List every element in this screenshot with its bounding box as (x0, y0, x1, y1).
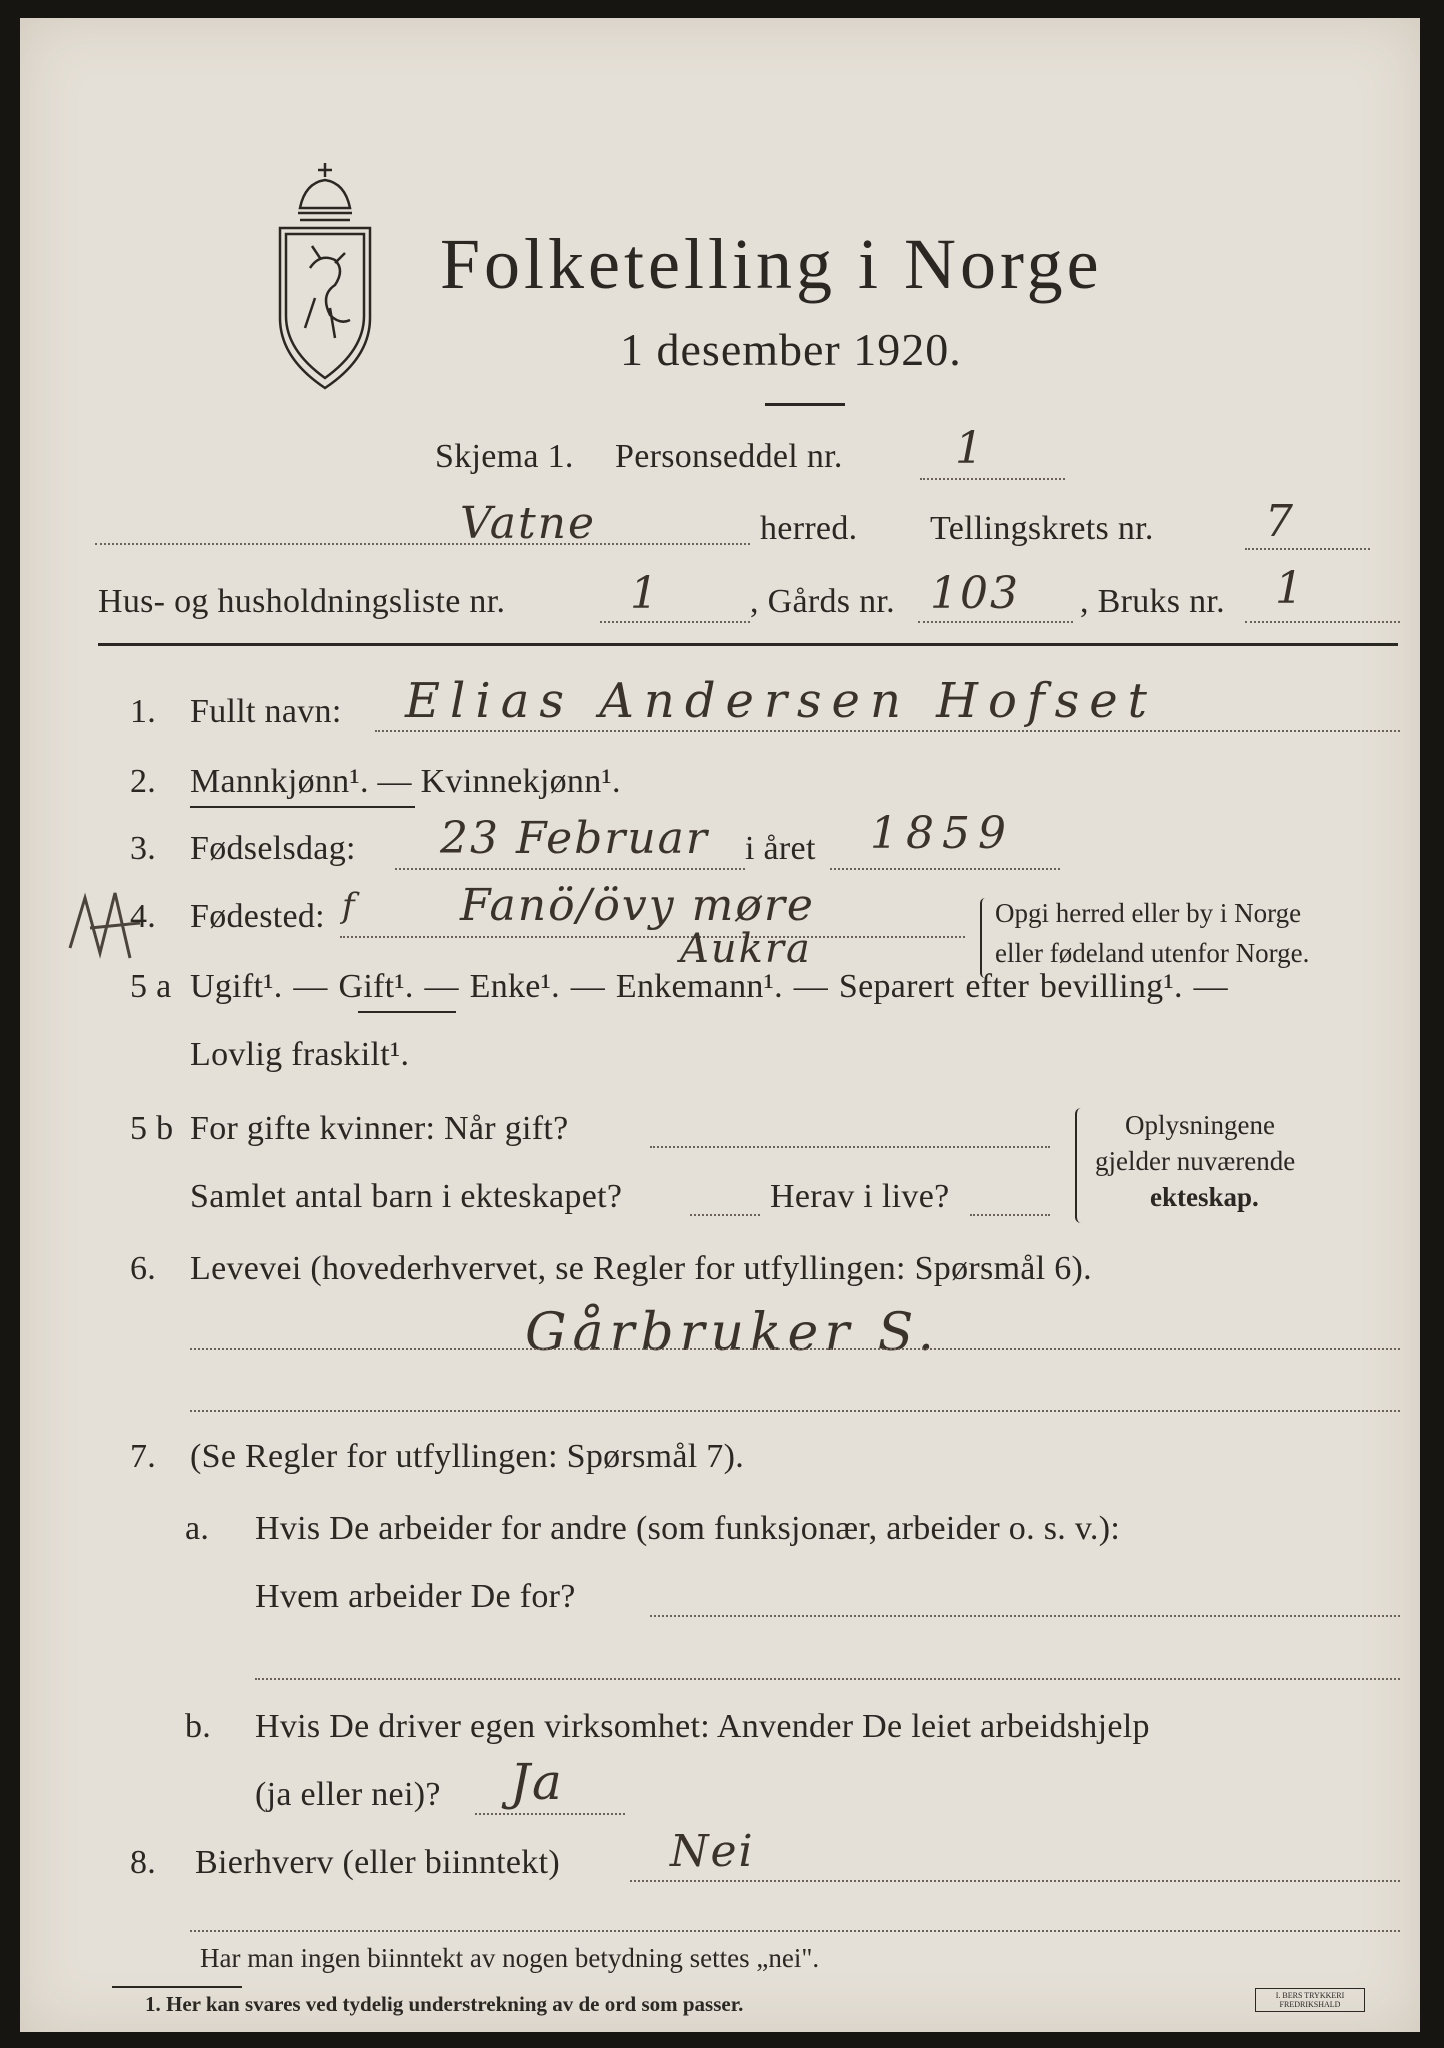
q5a-underline (358, 1011, 456, 1013)
q5a-label: Ugift¹. — Gift¹. — Enke¹. — Enkemann¹. — Separert efter bevilling¹. — (190, 968, 1228, 1005)
gards-value: 103 (930, 568, 1020, 619)
q1-number: 1. (130, 693, 157, 730)
q8-label: Bierhverv (eller biinntekt) (195, 1844, 560, 1881)
q2-label: Mannkjønn¹. — Kvinnekjønn¹. (190, 763, 621, 800)
q6-line2 (190, 1410, 1400, 1412)
hus-label: Hus- og husholdningsliste nr. (98, 583, 506, 620)
q7a-label: Hvis De arbeider for andre (som funksjonær, arbeider o. s. v.): (255, 1510, 1121, 1547)
q6-value: Gårbruker S. (525, 1303, 941, 1363)
q1-label: Fullt navn: (190, 693, 342, 730)
header-rule (98, 643, 1398, 646)
hus-value: 1 (630, 568, 660, 619)
q7-label: (Se Regler for utfyllingen: Spørsmål 7). (190, 1438, 745, 1475)
footnote: 1. Her kan svares ved tydelig understrekning av de ord som passer. (145, 1992, 744, 2016)
bruks-label: , Bruks nr. (1080, 583, 1225, 620)
q4-number: 4. (130, 898, 157, 935)
q5b-married-line (650, 1146, 1050, 1148)
q5b-number: 5 b (130, 1110, 174, 1147)
q5a-number: 5 a (130, 968, 172, 1005)
skjema-label: Skjema 1. (435, 438, 574, 475)
q1-value: Elias Andersen Hofset (405, 673, 1157, 729)
gards-line (918, 621, 1073, 623)
q5b-note-line1: Oplysningene (1125, 1110, 1275, 1140)
q2-underline (190, 806, 415, 808)
q5b-children-line (690, 1214, 760, 1216)
q4-note-line2: eller fødeland utenfor Norge. (995, 938, 1310, 968)
q5a-label-line2: Lovlig fraskilt¹. (190, 1036, 410, 1073)
q4-label: Fødested: (190, 898, 325, 935)
q3-number: 3. (130, 830, 157, 867)
q3-line (395, 868, 745, 870)
personseddel-label: Personseddel nr. (615, 438, 843, 475)
q7-number: 7. (130, 1438, 157, 1475)
bruks-line (1245, 621, 1400, 623)
q6-line1 (190, 1348, 1400, 1350)
q7b-line (475, 1813, 625, 1815)
q7b-letter: b. (185, 1708, 212, 1745)
bruks-value: 1 (1275, 563, 1305, 614)
form-title: Folketelling i Norge (440, 224, 1103, 304)
q5b-note-line3: ekteskap. (1150, 1182, 1259, 1212)
q3-year-value: 1859 (870, 808, 1014, 859)
q8-line2 (190, 1930, 1400, 1932)
q5b-note-line2: gjelder nuværende (1095, 1146, 1296, 1176)
q7b-label: Hvis De driver egen virksomhet: Anvender De leiet arbeidshjelp (255, 1708, 1150, 1745)
q1-line (375, 730, 1400, 732)
q5b-label: For gifte kvinner: Når gift? (190, 1110, 569, 1147)
q4-value-secondary: Aukra (680, 926, 812, 972)
census-form-page (20, 18, 1420, 2032)
printer-stamp: I. BERS TRYKKERI FREDRIKSHALD (1255, 1988, 1365, 2012)
tellingskrets-value: 7 (1265, 496, 1295, 547)
q2-number: 2. (130, 763, 157, 800)
q6-number: 6. (130, 1250, 157, 1287)
q7a-label-line2: Hvem arbeider De for? (255, 1578, 576, 1615)
q4-prefix: f (342, 886, 357, 926)
q5b-alive-line (970, 1214, 1050, 1216)
q3-value: 23 Februar (440, 813, 709, 864)
q3-year-label: i året (745, 830, 816, 867)
q7a-line2 (255, 1678, 1400, 1680)
q4-note-line1: Opgi herred eller by i Norge (995, 898, 1302, 928)
herred-line (95, 543, 750, 545)
q8-line1 (630, 1880, 1400, 1882)
footnote-rule (112, 1986, 242, 1988)
q6-label: Levevei (hovederhvervet, se Regler for utfyllingen: Spørsmål 6). (190, 1250, 1092, 1287)
hus-line (600, 621, 750, 623)
q8-value: Nei (670, 1826, 755, 1877)
tellingskrets-line (1245, 548, 1370, 550)
census-date: 1 desember 1920. (620, 324, 962, 375)
footer-note: Har man ingen biinntekt av nogen betydning settes „nei". (200, 1943, 820, 1973)
q5b-alive-label: Herav i live? (770, 1178, 950, 1215)
q7b-value: Ja (510, 1753, 564, 1811)
q7a-letter: a. (185, 1510, 210, 1547)
personseddel-line (920, 478, 1065, 480)
q3-year-line (830, 868, 1060, 870)
personseddel-value: 1 (955, 423, 985, 474)
q5b-children-label: Samlet antal barn i ekteskapet? (190, 1178, 623, 1215)
tellingskrets-label: Tellingskrets nr. (930, 510, 1154, 547)
q4-brace (980, 898, 990, 978)
q7b-label-line2: (ja eller nei)? (255, 1776, 441, 1813)
q8-number: 8. (130, 1844, 157, 1881)
q5b-brace (1075, 1108, 1087, 1223)
q4-value: Fanö/övy møre (460, 880, 815, 931)
q4-line (340, 936, 965, 938)
gards-label: , Gårds nr. (750, 583, 895, 620)
coat-of-arms-icon (260, 158, 390, 398)
q7a-line1 (650, 1615, 1400, 1617)
title-divider (765, 403, 845, 406)
herred-label: herred. (760, 510, 858, 547)
q3-label: Fødselsdag: (190, 830, 356, 867)
herred-value: Vatne (460, 498, 597, 549)
